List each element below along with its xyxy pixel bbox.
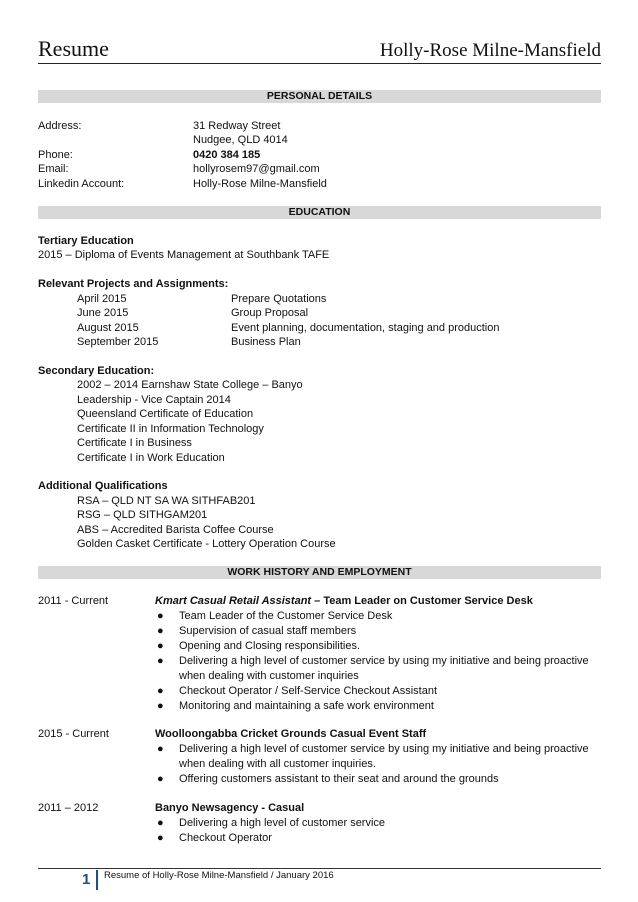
project-name: Event planning, documentation, staging and production [231,322,500,334]
job-bullet-text: Team Leader of the Customer Service Desk [179,610,393,622]
section-bar-work: WORK HISTORY AND EMPLOYMENT [38,566,601,579]
footer-divider [38,868,601,869]
job-bullet-text: Checkout Operator / Self-Service Checkout Assistant [179,685,438,697]
projects-heading: Relevant Projects and Assignments: [38,278,229,290]
job-bullet-text: Delivering a high level of customer service by using my initiative and being proactive when dealing with all customer inquiries. [179,743,589,770]
address-line2: Nudgee, QLD 4014 [193,134,288,146]
project-name: Group Proposal [231,307,309,319]
secondary-item: Queensland Certificate of Education [77,408,254,420]
bullet-icon: ● [157,685,164,697]
phone-value: 0420 384 185 [193,149,261,161]
project-date: September 2015 [77,336,159,348]
secondary-item: Leadership - Vice Captain 2014 [77,394,231,406]
job-bullet-text: Offering customers assistant to their seat and around the grounds [179,773,499,785]
tertiary-heading: Tertiary Education [38,235,134,247]
bullet-icon: ● [157,817,164,829]
job-dates: 2015 - Current [38,728,109,740]
job-title: Banyo Newsagency - Casual [155,802,305,814]
job-bullet-text: Monitoring and maintaining a safe work environment [179,700,434,712]
project-name: Business Plan [231,336,301,348]
job-bullet-text: Supervision of casual staff members [179,625,357,637]
header-name: Holly-Rose Milne-Mansfield [379,40,601,61]
additional-item: Golden Casket Certificate - Lottery Operation Course [77,538,336,550]
footer-text: Resume of Holly-Rose Milne-Mansfield / January 2016 [104,870,334,881]
additional-item: RSA – QLD NT SA WA SITHFAB201 [77,495,256,507]
bullet-icon: ● [157,700,164,712]
email-label: Email: [38,163,69,175]
job-bullet-text: Opening and Closing responsibilities. [179,640,360,652]
tertiary-line: 2015 – Diploma of Events Management at Southbank TAFE [38,249,330,261]
project-name: Prepare Quotations [231,293,327,305]
header-title: Resume [38,36,109,61]
section-bar-education: EDUCATION [38,206,601,219]
bullet-icon: ● [157,640,164,652]
linkedin-label: Linkedin Account: [38,178,125,190]
job-title: Woolloongabba Cricket Grounds Casual Event Staff [155,728,427,740]
project-date: June 2015 [77,307,129,319]
job-bullet-text: Delivering a high level of customer service [179,817,386,829]
section-bar-personal: PERSONAL DETAILS [38,90,601,103]
job-dates: 2011 – 2012 [38,802,99,814]
additional-heading: Additional Qualifications [38,480,168,492]
bullet-icon: ● [157,610,164,622]
page-header [38,36,601,64]
page-number: 1 [82,870,98,890]
linkedin-value: Holly-Rose Milne-Mansfield [193,178,327,190]
job-bullet-text: Checkout Operator [179,832,272,844]
job-title [155,594,533,608]
address-label: Address: [38,120,82,132]
secondary-item: Certificate I in Business [77,437,192,449]
bullet-icon: ● [157,625,164,637]
secondary-item: Certificate I in Work Education [77,452,225,464]
job-dates: 2011 - Current [38,595,109,607]
bullet-icon: ● [157,655,164,667]
secondary-item: 2002 – 2014 Earnshaw State College – Banyo [77,379,303,391]
phone-label: Phone: [38,149,73,161]
bullet-icon: ● [157,832,164,844]
project-date: April 2015 [77,293,127,305]
secondary-item: Certificate II in Information Technology [77,423,264,435]
secondary-heading: Secondary Education: [38,365,155,377]
job-title-italic: Kmart Casual Retail Assistant [155,595,312,607]
job-title-rest: – Team Leader on Customer Service Desk [311,595,533,607]
job-bullet-text: Delivering a high level of customer service by using my initiative and being proactive when dealing with customer inquiries [179,655,589,682]
bullet-icon: ● [157,773,164,785]
project-date: August 2015 [77,322,139,334]
additional-item: ABS – Accredited Barista Coffee Course [77,524,274,536]
bullet-icon: ● [157,743,164,755]
address-line1: 31 Redway Street [193,120,281,132]
email-value: hollyrosem97@gmail.com [193,163,320,175]
additional-item: RSG – QLD SITHGAM201 [77,509,208,521]
